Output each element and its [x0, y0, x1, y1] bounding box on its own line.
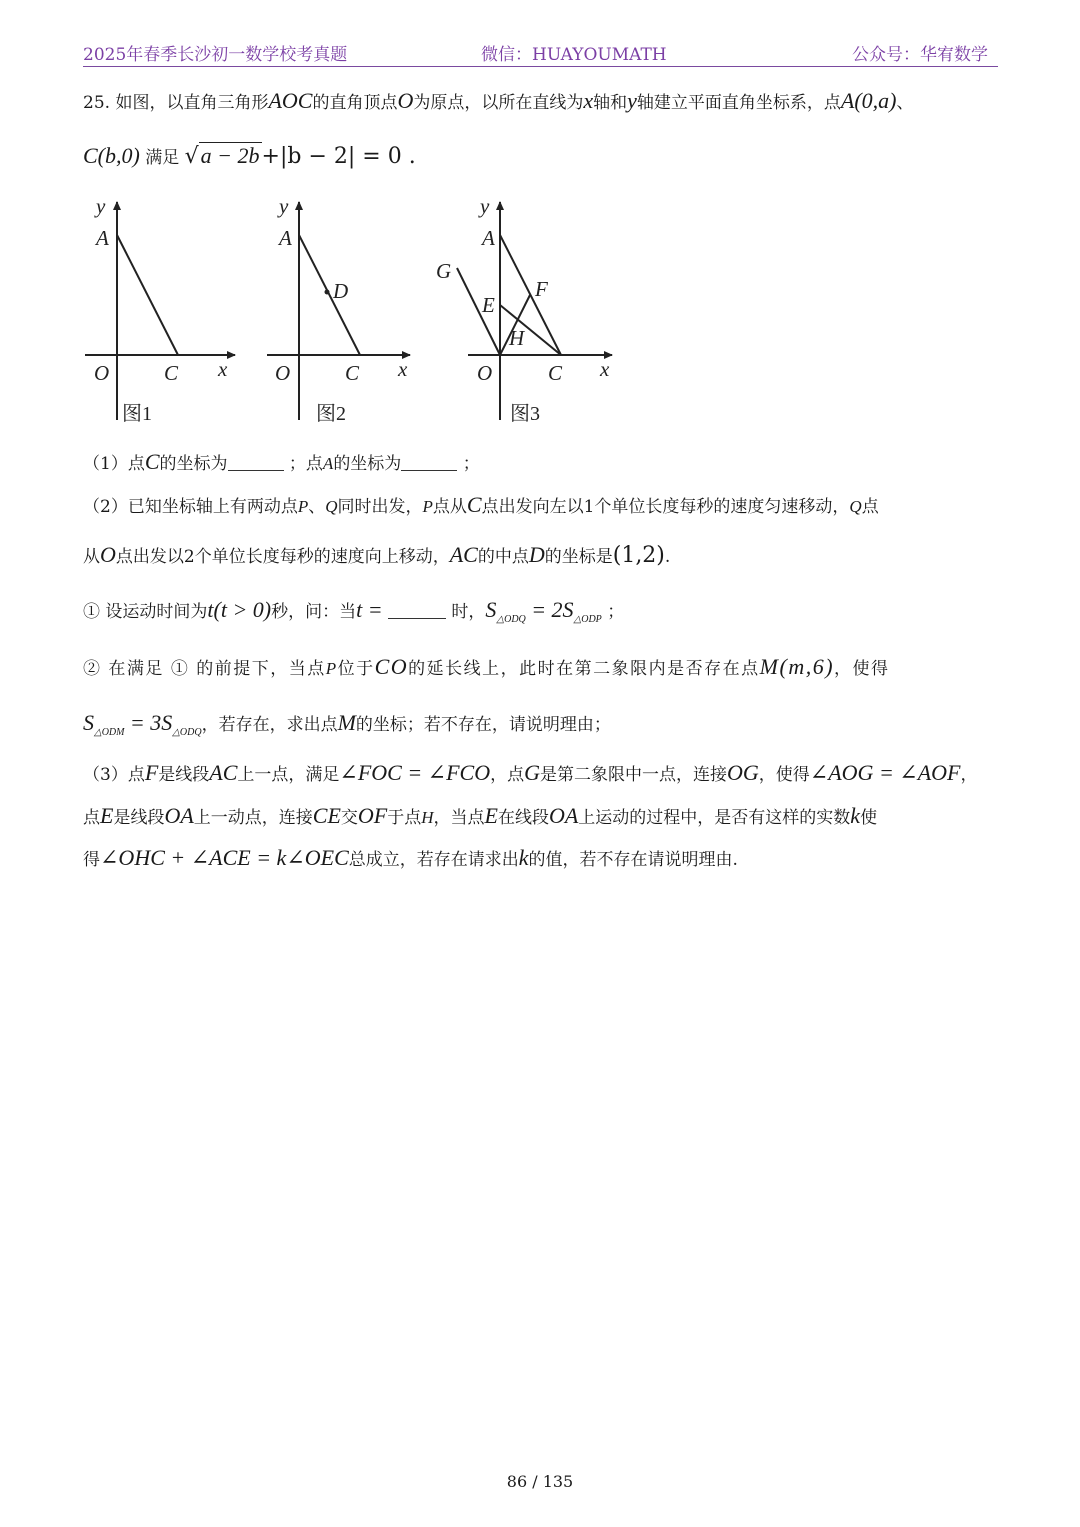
- math-t-eq: t =: [356, 597, 383, 622]
- problem-intro-line-1: [83, 88, 913, 116]
- text: 在线段: [497, 808, 549, 828]
- question-2-1: [83, 597, 624, 633]
- text: ；: [607, 602, 625, 622]
- label-x: x: [600, 357, 610, 381]
- label-A: A: [482, 226, 495, 250]
- text: （1）点: [83, 454, 145, 474]
- label-H: H: [509, 326, 525, 350]
- math-S: S: [485, 597, 497, 622]
- math-eq: = 3S: [129, 710, 173, 735]
- math-E: E: [484, 803, 498, 828]
- label-y: y: [96, 194, 106, 218]
- math-O: O: [100, 542, 116, 567]
- math-A: A: [322, 454, 334, 473]
- label-C: C: [164, 361, 179, 385]
- header-wechat: 微信：HUAYOUMATH: [481, 45, 667, 65]
- math-k: k: [850, 803, 861, 828]
- answer-blank-C[interactable]: [228, 454, 284, 471]
- text: 总成立，若存在请求出: [348, 850, 519, 870]
- text: 上一点，满足: [237, 765, 340, 785]
- text: 的值，若不存在请说明理由.: [528, 850, 738, 870]
- page-header: [83, 38, 998, 67]
- math-E: E: [100, 803, 114, 828]
- circle-number: ①: [83, 602, 100, 622]
- text: 为原点，以所在直线为: [413, 93, 584, 113]
- math-CE: CE: [312, 803, 341, 828]
- question-2-line-2: [83, 542, 670, 570]
- question-1: [83, 449, 480, 477]
- question-3-line-3: [83, 845, 738, 873]
- label-O: O: [94, 361, 110, 385]
- math-eq: = 2S: [531, 597, 574, 622]
- label-E: E: [482, 293, 495, 317]
- math-P: P: [422, 497, 433, 516]
- text: 的坐标为: [333, 454, 402, 474]
- text: .: [664, 547, 671, 567]
- math-OG: OG: [727, 760, 759, 785]
- math-S: S: [83, 710, 94, 735]
- text: 上一动点，连接: [193, 808, 313, 828]
- header-title: 2025年春季长沙初一数学校考真题: [83, 45, 348, 65]
- math-angle-3: ∠OHC + ∠ACE = k∠OEC: [100, 845, 349, 870]
- question-2-line-1: [83, 492, 879, 520]
- math-AC: AC: [209, 760, 238, 785]
- text: 满足: [145, 148, 180, 168]
- math-P: P: [297, 497, 309, 516]
- math-C: C: [466, 492, 482, 517]
- text: 点出发以2个单位长度每秒的速度向上移动，: [115, 547, 450, 567]
- text: （3）点: [83, 765, 145, 785]
- segment-AC: [299, 235, 360, 355]
- math-OA: OA: [548, 803, 579, 828]
- text: 点: [83, 808, 100, 828]
- question-3-line-2: [83, 803, 877, 831]
- math-OF: OF: [357, 803, 388, 828]
- segment-AC: [117, 235, 178, 355]
- label-D: D: [333, 279, 349, 303]
- math-OA: OA: [164, 803, 194, 828]
- text: ；: [462, 454, 480, 474]
- math-M: M(m,6): [759, 654, 835, 679]
- math-angle-1: ∠FOC = ∠FCO: [339, 760, 491, 785]
- text: 、: [308, 497, 326, 517]
- figure-3: [457, 202, 612, 420]
- text: 上运动的过程中，是否有这样的实数: [578, 808, 851, 828]
- math-CO: CO: [374, 654, 409, 679]
- label-O: O: [275, 361, 291, 385]
- text: 使: [860, 808, 878, 828]
- text: 如图，以直角三角形: [115, 93, 269, 113]
- label-x: x: [218, 357, 228, 381]
- label-O: O: [477, 361, 493, 385]
- text: 设运动时间为: [105, 602, 208, 622]
- text: 轴和: [593, 93, 628, 113]
- math-subscript: △ODM: [94, 727, 125, 738]
- page-number: 86 / 135: [506, 1472, 574, 1491]
- text: ，使得: [834, 659, 890, 679]
- math-sqrt: a − 2b: [200, 143, 260, 168]
- question-2-2-line-1: [83, 654, 890, 682]
- math-k: k: [518, 845, 529, 870]
- text: 点从: [432, 497, 467, 517]
- math-angle-2: ∠AOG = ∠AOF: [809, 760, 961, 785]
- caption-figure-2: 图2: [316, 403, 346, 425]
- text: 的坐标是: [544, 547, 613, 567]
- text: 位于: [337, 659, 375, 679]
- math-point-A: A(0,a): [840, 88, 897, 113]
- text: 、: [896, 93, 914, 113]
- answer-blank-t[interactable]: [388, 602, 446, 619]
- math-G: G: [524, 760, 541, 785]
- text: 的直角顶点: [312, 93, 398, 113]
- text: ，: [960, 765, 978, 785]
- text: ；点: [288, 454, 323, 474]
- math-subscript: △ODQ: [172, 727, 202, 738]
- text: 点出发向左以1个单位长度每秒的速度匀速移动，: [481, 497, 850, 517]
- math-D-coord: (1,2): [612, 543, 665, 568]
- math-AC: AC: [449, 542, 478, 567]
- math-subscript: △ODQ: [496, 614, 526, 625]
- text: 于点: [387, 808, 422, 828]
- math-condition: +|b − 2| = 0 .: [261, 144, 416, 169]
- label-x: x: [398, 357, 408, 381]
- text: ，当点: [433, 808, 485, 828]
- caption-figure-3: 图3: [510, 403, 540, 425]
- math-P: P: [325, 659, 338, 678]
- math-y: y: [627, 88, 637, 113]
- text: 是线段: [113, 808, 165, 828]
- math-O: O: [397, 88, 414, 113]
- question-3-line-1: [83, 760, 978, 788]
- math-subscript: △ODP: [573, 614, 602, 625]
- math-F: F: [144, 760, 159, 785]
- text: 在满足: [108, 659, 164, 679]
- text: ，使得: [758, 765, 810, 785]
- caption-figure-1: 图1: [122, 403, 152, 425]
- math-H: H: [421, 808, 434, 827]
- text: 是线段: [158, 765, 210, 785]
- header-account: 公众号：华宥数学: [852, 45, 988, 65]
- text: 秒，问：当: [271, 602, 357, 622]
- label-C: C: [548, 361, 563, 385]
- text: 同时出发，: [337, 497, 423, 517]
- math-Q: Q: [849, 497, 862, 516]
- math-M: M: [337, 710, 356, 735]
- math-Q: Q: [325, 497, 338, 516]
- figures: [80, 190, 640, 440]
- text: 是第二象限中一点，连接: [540, 765, 728, 785]
- label-C: C: [345, 361, 360, 385]
- label-y: y: [279, 194, 289, 218]
- answer-blank-A[interactable]: [401, 454, 457, 471]
- text: 的延长线上，此时在第二象限内是否存在点: [408, 659, 760, 679]
- circle-number: ①: [170, 659, 190, 679]
- question-2-2-line-2: [83, 710, 611, 746]
- text: 时，: [451, 602, 486, 622]
- problem-number: 25.: [83, 93, 111, 113]
- text: （2）已知坐标轴上有两动点: [83, 497, 298, 517]
- text: 的前提下，当点: [196, 659, 326, 679]
- label-y: y: [480, 194, 490, 218]
- math-x: x: [583, 88, 594, 113]
- text: 得: [83, 850, 100, 870]
- text: ，点: [490, 765, 525, 785]
- math-D: D: [528, 542, 545, 567]
- math-t: t(t > 0): [207, 597, 272, 622]
- text: 从: [83, 547, 100, 567]
- label-G: G: [436, 259, 452, 283]
- text: 的坐标为: [159, 454, 228, 474]
- text: ，若存在，求出点: [201, 715, 338, 735]
- circle-number: ②: [83, 659, 102, 679]
- point-D: [325, 290, 330, 295]
- text: 点: [861, 497, 879, 517]
- problem-intro-line-2: C(b,0) 满足 √a − 2b+|b − 2| = 0 .: [83, 143, 416, 169]
- text: 的中点: [477, 547, 529, 567]
- label-F: F: [535, 277, 548, 301]
- text: 交: [340, 808, 358, 828]
- math-AOC: AOC: [268, 88, 313, 113]
- text: 的坐标；若不存在，请说明理由；: [355, 715, 611, 735]
- text: 轴建立平面直角坐标系，点: [636, 93, 841, 113]
- label-A: A: [279, 226, 292, 250]
- label-A: A: [96, 226, 109, 250]
- math-point-C: C(b,0): [83, 143, 140, 168]
- math-C: C: [144, 449, 160, 474]
